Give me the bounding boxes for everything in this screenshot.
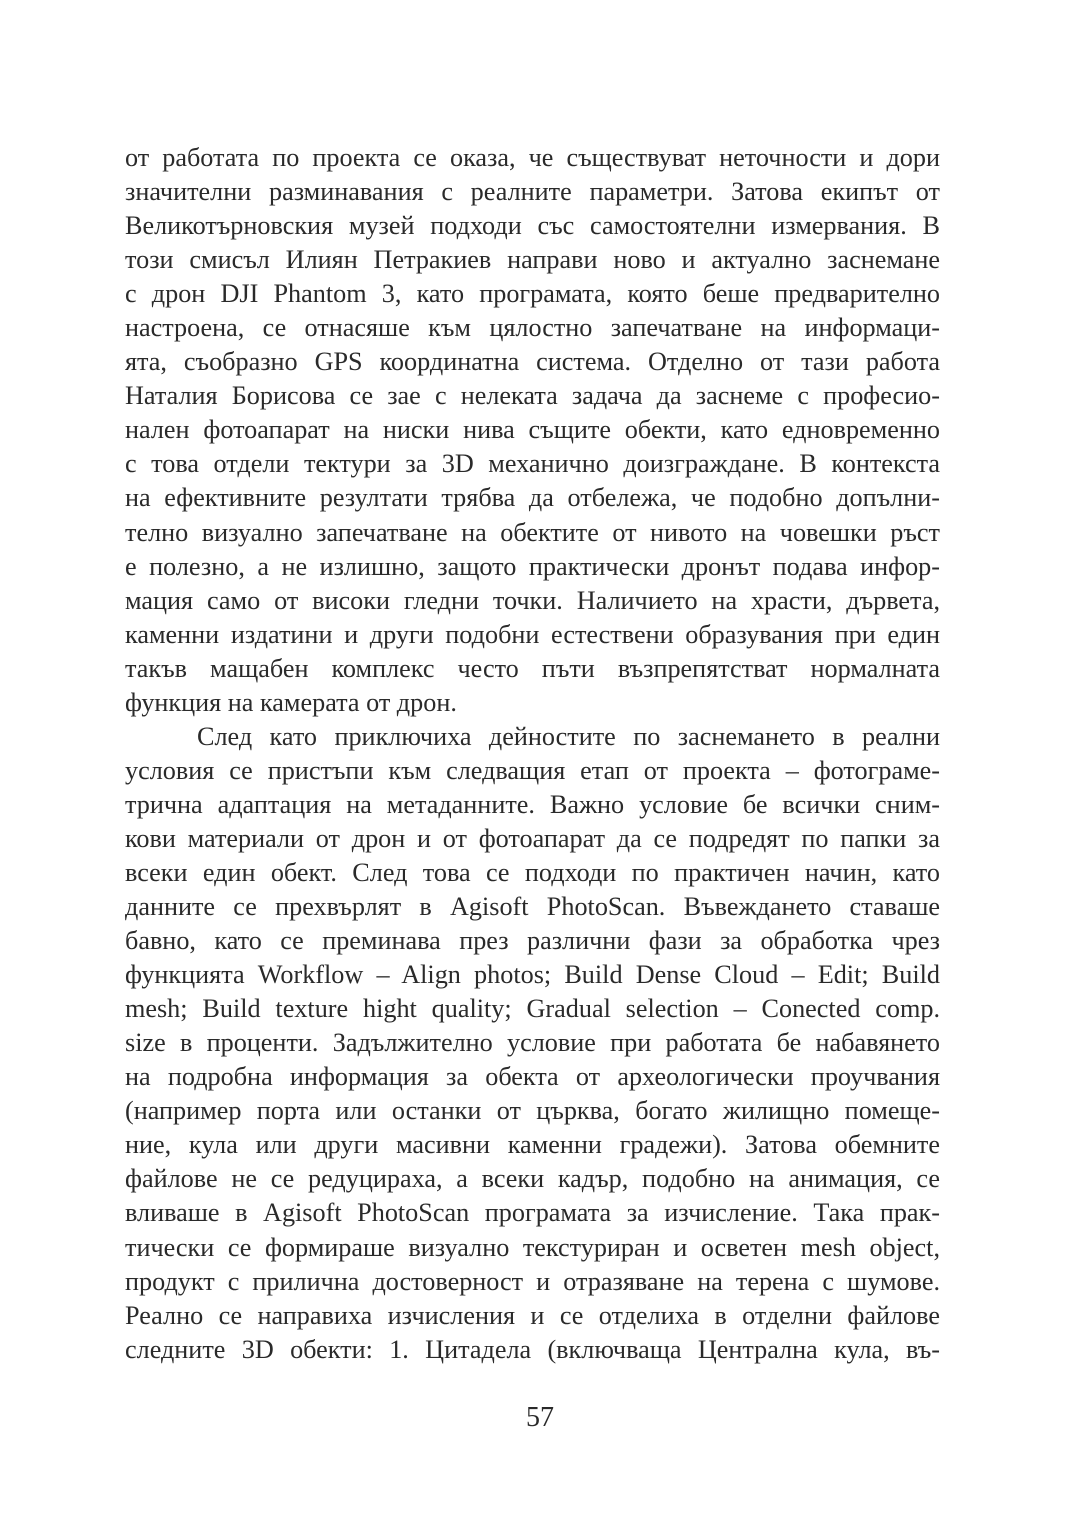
- text-line: След като приключиха дейностите по заснемането в реални: [197, 721, 940, 751]
- text-line: ята, съобразно GPS координатна система. Отделно от тази работа: [125, 347, 940, 377]
- text-line: настроена, се отнасяше към цялостно запечатване на информаци-: [125, 313, 940, 343]
- text-line: от работата по проекта се оказа, че съществуват неточности и дори: [125, 143, 940, 172]
- text-line: ние, кула или други масивни каменни градежи). Затова обемните: [125, 1130, 940, 1160]
- text-line: функция на камерата от дрон.: [125, 687, 457, 717]
- text-line: кови материали от дрон и от фотоапарат да се подредят по папки за: [125, 823, 940, 853]
- text-line: Наталия Борисова се зае с нелеката задача да заснеме с професио-: [125, 381, 940, 411]
- text-line: тически се формираше визуално текстуриран и осветен mesh object,: [125, 1232, 940, 1262]
- page-number: 57: [526, 1402, 554, 1433]
- text-line: такъв мащабен комплекс често пъти възпрепятстват нормалната: [125, 653, 940, 683]
- text-line: на подробна информация за обекта от археологически проучвания: [125, 1062, 940, 1092]
- text-line: бавно, като се преминава през различни фази за обработка чрез: [125, 926, 940, 956]
- text-line: значителни разминавания с реалните параметри. Затова екипът от: [125, 177, 940, 207]
- text-line: нален фотоапарат на ниски нива същите обекти, като едновременно: [125, 415, 940, 445]
- text-line: вливаше в Agisoft PhotoScan програмата за изчисление. Така прак-: [125, 1198, 940, 1228]
- text-line: е полезно, а не излишно, защото практически дронът подава инфор-: [125, 551, 940, 581]
- text-line: Реално се направиха изчисления и се отделиха в отделни файлове: [125, 1300, 940, 1330]
- text-line: (например порта или останки от църква, богато жилищно помеще-: [125, 1096, 940, 1126]
- text-line: следните 3D обекти: 1. Цитадела (включваща Централна кула, въ-: [125, 1334, 940, 1364]
- text-line: данните се прехвърлят в Agisoft PhotoScan. Въвеждането ставаше: [125, 892, 940, 922]
- text-line: трична адаптация на метаданните. Важно условие бе всички сним-: [125, 789, 940, 819]
- text-line: продукт с прилична достоверност и отразяване на терена с шумове.: [125, 1266, 940, 1296]
- text-line: Великотърновския музей подходи със самостоятелни измервания. В: [125, 211, 940, 241]
- text-line: този смисъл Илиян Петракиев направи ново и актуално заснемане: [125, 245, 940, 275]
- text-line: мация само от високи гледни точки. Наличието на храсти, дървета,: [125, 585, 940, 615]
- text-line: всеки един обект. След това се подходи по практичен начин, като: [125, 857, 940, 887]
- text-line: на ефективните резултати трябва да отбележа, че подобно допълни-: [125, 483, 940, 513]
- body-text: [125, 141, 940, 1367]
- text-line: size в проценти. Задължително условие при работата бе набавянето: [125, 1028, 940, 1058]
- text-line: с дрон DJI Phantom 3, като програмата, която беше предварително: [125, 279, 940, 309]
- text-line: условия се пристъпи към следващия етап от проекта – фотограме-: [125, 755, 940, 785]
- text-line: телно визуално запечатване на обектите от нивото на човешки ръст: [125, 517, 940, 547]
- paragraph-2: [125, 720, 940, 1367]
- text-line: с това отдели тектури за 3D механично доизграждане. В контекста: [125, 449, 940, 479]
- text-line: каменни издатини и други подобни естествени образувания при един: [125, 619, 940, 649]
- text-line: mesh; Build texture hight quality; Gradual selection – Conected comp.: [125, 994, 940, 1024]
- text-line: функцията Workflow – Align photos; Build Dense Cloud – Edit; Build: [125, 960, 940, 990]
- text-line: файлове не се редуцираха, а всеки кадър, подобно на анимация, се: [125, 1164, 940, 1194]
- paragraph-1: [125, 141, 940, 720]
